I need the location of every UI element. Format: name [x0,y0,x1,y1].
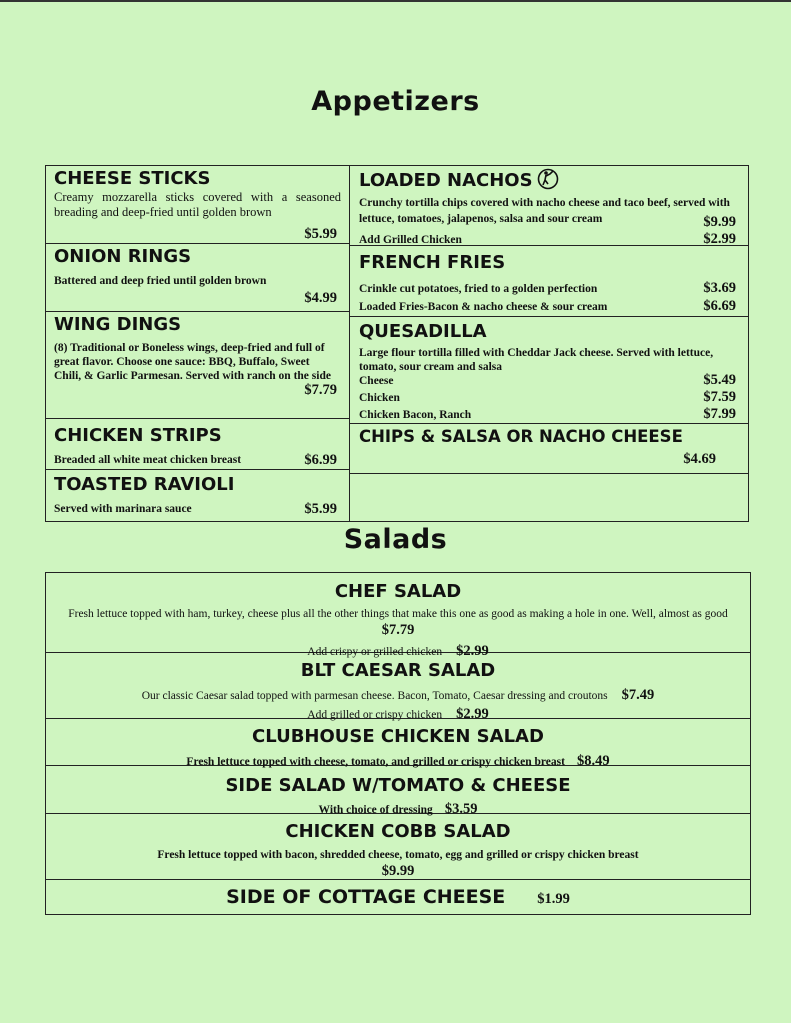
quesadilla-option-3-price: $7.99 [703,406,736,422]
chicken-strips-title: CHICKEN STRIPS [54,425,222,446]
loaded-nachos-addon-price: $2.99 [703,231,736,247]
clubhouse-title: CLUBHOUSE CHICKEN SALAD [252,726,544,747]
chef-salad-row [46,573,750,659]
cheese-sticks-desc: Creamy mozzarella sticks covered with a seasoned breading and deep-fried until golden brown [54,190,341,219]
cottage-cheese-price: $1.99 [537,891,570,907]
side-salad-desc: With choice of dressing [318,804,433,816]
chef-salad-desc: Fresh lettuce topped with ham, turkey, cheese plus all the other things that make this one as good as making a hole in one. Well, almost as good [68,608,728,620]
french-fries-title: FRENCH FRIES [359,252,506,273]
chef-salad-addon-price: $2.99 [456,643,489,659]
quesadilla-option-2-label: Chicken [359,392,400,404]
blt-caesar-row [46,653,750,722]
chicken-strips-desc: Breaded all white meat chicken breast [54,454,242,466]
wing-dings-desc: (8) Traditional or Boneless wings, deep-fried and full of great flavor. Choose one sauce: BBQ, Buffalo, Sweet Chili, & Garlic Parmesan. Served with ranch on the side [54,342,331,382]
chef-salad-addon-label: Add crispy or grilled chicken [307,646,443,658]
wing-dings-price: $7.79 [304,382,337,398]
chips-salsa-title: CHIPS & SALSA OR NACHO CHEESE [359,427,683,446]
top-edge-line [0,0,791,2]
loaded-nachos-addon-label: Add Grilled Chicken [359,234,462,246]
appetizers-heading: Appetizers [311,86,480,117]
onion-rings-cell [46,244,349,312]
cobb-salad-price: $9.99 [381,863,415,879]
onion-rings-price: $4.99 [304,290,337,306]
side-salad-row [46,766,750,817]
quesadilla-option-1-price: $5.49 [703,372,736,388]
cottage-cheese-title: SIDE OF COTTAGE CHEESE [226,886,506,908]
blt-caesar-addon-label: Add grilled or crispy chicken [307,709,443,721]
blt-caesar-title: BLT CAESAR SALAD [300,660,496,681]
cobb-salad-title: CHICKEN COBB SALAD [285,821,511,842]
side-salad-price: $3.59 [444,801,478,817]
blt-caesar-desc: Our classic Caesar salad topped with parmesan cheese. Bacon, Tomato, Caesar dressing and croutons [141,690,608,702]
wing-dings-title: WING DINGS [54,314,182,335]
quesadilla-desc: Large flour tortilla filled with Cheddar Jack cheese. Served with lettuce, tomato, sour cream and salsa [359,347,714,373]
wing-dings-cell [46,312,349,419]
blt-caesar-addon-price: $2.99 [456,706,489,722]
toasted-ravioli-title: TOASTED RAVIOLI [54,474,235,495]
chicken-strips-cell [46,419,349,470]
french-fries-option-1-label: Crinkle cut potatoes, fried to a golden perfection [359,283,598,295]
cobb-salad-desc: Fresh lettuce topped with bacon, shredded cheese, tomato, egg and grilled or crispy chicken breast [157,849,639,861]
chef-salad-title: CHEF SALAD [334,581,462,602]
chips-salsa-price: $4.69 [683,451,716,467]
onion-rings-title: ONION RINGS [54,246,192,267]
clubhouse-desc: Fresh lettuce topped with cheese, tomato, and grilled or crispy chicken breast [186,756,565,768]
side-salad-title: SIDE SALAD W/TOMATO & CHEESE [225,775,571,796]
loaded-nachos-cell [350,166,748,246]
quesadilla-title: QUESADILLA [359,321,487,342]
toasted-ravioli-cell [46,470,349,523]
quesadilla-option-2-price: $7.59 [703,389,736,405]
french-fries-option-2-price: $6.69 [703,298,736,314]
cheese-sticks-price: $5.99 [304,226,337,242]
quesadilla-option-3-label: Chicken Bacon, Ranch [359,409,472,421]
quesadilla-cell [350,317,748,424]
onion-rings-desc: Battered and deep fried until golden brown [54,275,267,287]
french-fries-cell [350,246,748,317]
chicken-strips-price: $6.99 [304,452,337,468]
cheese-sticks-title: CHEESE STICKS [54,168,211,189]
chips-salsa-cell [350,424,748,474]
salads-heading: Salads [343,524,448,555]
clubhouse-price: $8.49 [576,753,610,769]
clubhouse-row [46,719,750,769]
cottage-cheese-row [46,880,750,914]
blt-caesar-price: $7.49 [621,687,655,703]
appetizers-table [45,165,749,522]
french-fries-option-2-label: Loaded Fries-Bacon & nacho cheese & sour cream [359,301,608,313]
quesadilla-option-1-label: Cheese [359,375,394,387]
toasted-ravioli-price: $5.99 [304,501,337,517]
french-fries-option-1-price: $3.69 [703,280,736,296]
toasted-ravioli-desc: Served with marinara sauce [54,503,192,515]
salads-table [45,572,751,915]
cheese-sticks-cell [46,166,349,244]
cobb-salad-row [46,814,750,880]
loaded-nachos-desc: Crunchy tortilla chips covered with nacho cheese and taco beef, served with lettuce, tomatoes, jalapenos, salsa and sour cream [359,197,730,225]
loaded-nachos-title: LOADED NACHOS [359,170,533,191]
golfer-icon [537,168,559,190]
loaded-nachos-price: $9.99 [703,214,736,230]
chef-salad-price: $7.79 [381,622,415,638]
